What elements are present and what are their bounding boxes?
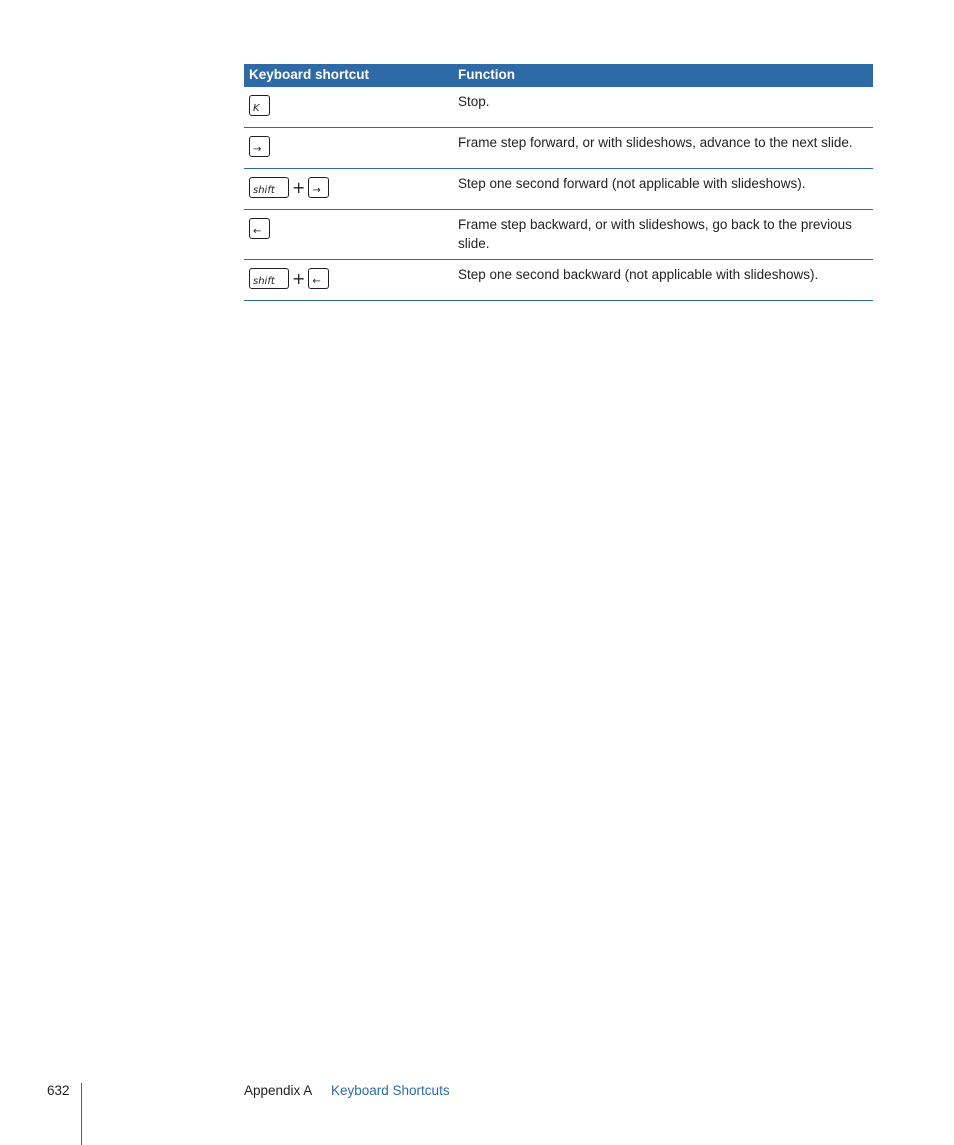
header-shortcut: Keyboard shortcut [249, 67, 370, 82]
function-text: Frame step backward, or with slideshows, go back to the previous slide. [458, 217, 852, 251]
table-row [244, 260, 873, 301]
shift-key-icon: shift [249, 177, 289, 198]
table-row [244, 128, 873, 169]
shortcut-keys [249, 136, 270, 157]
function-text: Step one second forward (not applicable with slideshows). [458, 176, 806, 191]
shortcut-keys [249, 95, 270, 116]
shift-key-icon: shift [249, 268, 289, 289]
header-function: Function [458, 67, 515, 82]
function-text: Frame step forward, or with slideshows, advance to the next slide. [458, 135, 853, 150]
table-row [244, 87, 873, 128]
table-header [244, 64, 873, 87]
shortcut-keys [249, 268, 329, 289]
table-row [244, 169, 873, 210]
footer-divider [81, 1083, 82, 1145]
k-key-icon: K [249, 95, 270, 116]
left-arrow-key-icon: ← [308, 268, 329, 289]
plus-sign: + [292, 177, 306, 197]
shortcut-keys [249, 177, 329, 198]
section-link[interactable]: Keyboard Shortcuts [331, 1083, 450, 1098]
page-number: 632 [47, 1083, 70, 1098]
right-arrow-key-icon: → [308, 177, 329, 198]
table-row [244, 210, 873, 260]
keyboard-shortcut-table [244, 64, 873, 301]
appendix-label: Appendix A [244, 1083, 313, 1098]
function-text: Stop. [458, 94, 490, 109]
function-text: Step one second backward (not applicable with slideshows). [458, 267, 819, 282]
left-arrow-key-icon: ← [249, 218, 270, 239]
right-arrow-key-icon: → [249, 136, 270, 157]
shortcut-keys [249, 218, 270, 239]
plus-sign: + [292, 268, 306, 288]
